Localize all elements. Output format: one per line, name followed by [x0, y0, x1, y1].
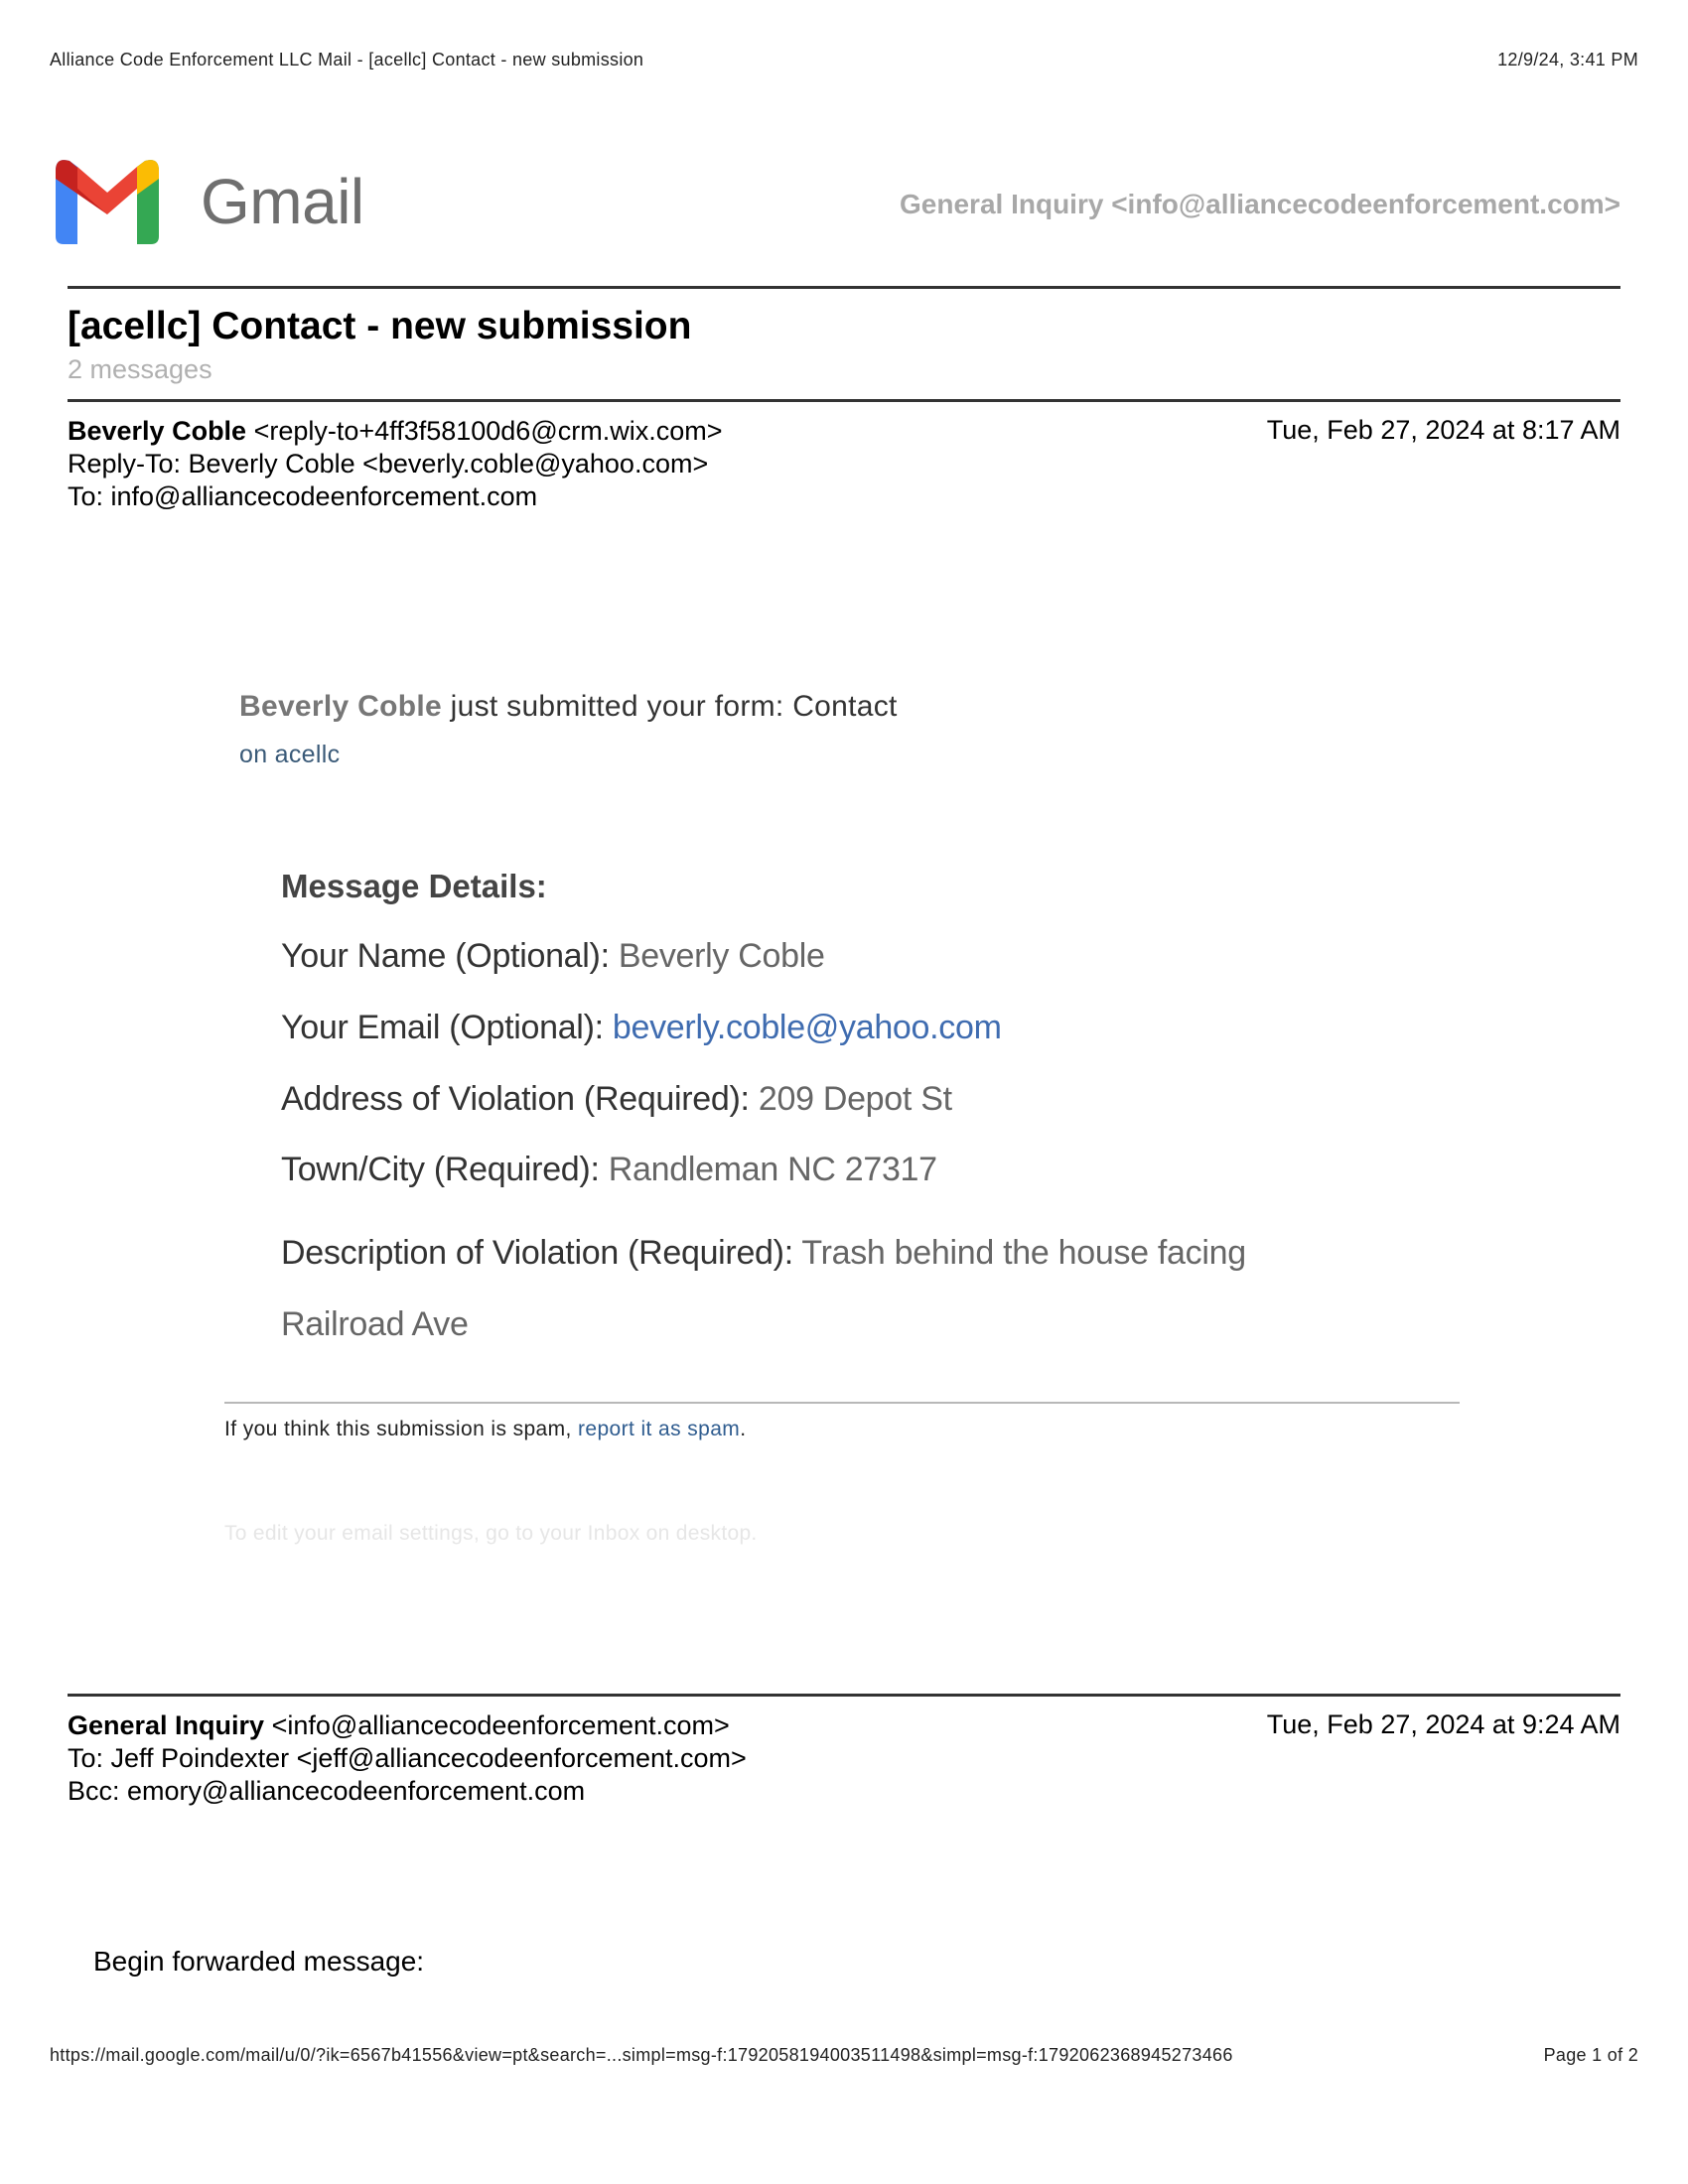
spam-text: If you think this submission is spam, — [224, 1418, 578, 1440]
message-2-bcc: Bcc: emory@alliancecodeenforcement.com — [68, 1776, 586, 1806]
message-2-date: Tue, Feb 27, 2024 at 9:24 AM — [1266, 1709, 1620, 1739]
sender-name: General Inquiry — [68, 1710, 265, 1740]
message-1-header — [68, 415, 723, 513]
forwarded-message-label: Begin forwarded message: — [93, 1946, 425, 1977]
site-name: on acellc — [239, 741, 341, 768]
divider — [68, 1694, 1620, 1697]
message-2-from — [68, 1709, 747, 1742]
gmail-logo-icon — [56, 157, 159, 244]
thread-subject: [acellc] Contact - new submission — [68, 305, 692, 347]
print-footer-url: https://mail.google.com/mail/u/0/?ik=6567b41556&view=pt&search=...simpl=msg-f:1792058194003511498&simpl=msg-f:1792062368945273466 — [50, 2045, 1233, 2065]
submitter-name: Beverly Coble — [239, 690, 442, 723]
print-header-title: Alliance Code Enforcement LLC Mail - [acellc] Contact - new submission — [50, 50, 644, 69]
print-header-timestamp: 12/9/24, 3:41 PM — [1497, 50, 1638, 69]
divider — [68, 399, 1620, 402]
message-1-to: To: info@alliancecodeenforcement.com — [68, 481, 538, 511]
field-value: Beverly Coble — [609, 937, 825, 975]
spam-end: . — [740, 1418, 747, 1440]
field-label: Town/City (Required): — [281, 1151, 600, 1188]
field-address — [281, 1080, 952, 1119]
print-footer-page: Page 1 of 2 — [1543, 2045, 1638, 2065]
message-2-header — [68, 1709, 747, 1808]
field-value: Randleman NC 27317 — [599, 1151, 937, 1188]
message-1-from — [68, 415, 723, 448]
field-city — [281, 1151, 937, 1189]
field-description — [281, 1217, 1353, 1360]
settings-notice: To edit your email settings, go to your Inbox on desktop. — [224, 1522, 758, 1545]
field-label: Your Email (Optional): — [281, 1009, 604, 1046]
sender-address: <reply-to+4ff3f58100d6@crm.wix.com> — [253, 416, 723, 446]
sender-address: <info@alliancecodeenforcement.com> — [271, 1710, 730, 1740]
report-spam-link[interactable]: report it as spam — [578, 1418, 741, 1440]
spam-notice — [224, 1418, 746, 1441]
message-count: 2 messages — [68, 354, 212, 384]
field-name — [281, 937, 825, 976]
submission-text: just submitted your form: Contact — [441, 690, 898, 723]
message-1-reply-to: Reply-To: Beverly Coble <beverly.coble@yahoo.com> — [68, 449, 709, 478]
submission-line — [239, 690, 898, 724]
field-label: Address of Violation (Required): — [281, 1080, 750, 1118]
email-link[interactable]: beverly.coble@yahoo.com — [612, 1009, 1002, 1046]
message-1-date: Tue, Feb 27, 2024 at 8:17 AM — [1266, 415, 1620, 445]
field-value: 209 Depot St — [749, 1080, 952, 1118]
field-label: Description of Violation (Required): — [281, 1234, 793, 1272]
body-divider — [224, 1402, 1460, 1404]
field-label: Your Name (Optional): — [281, 937, 610, 975]
field-value: Trash behind the house facing Railroad Ave — [281, 1234, 1246, 1343]
message-2-to: To: Jeff Poindexter <jeff@alliancecodeenforcement.com> — [68, 1743, 747, 1773]
details-title: Message Details: — [281, 868, 547, 904]
field-email — [281, 1009, 1002, 1047]
divider — [68, 286, 1620, 289]
sender-name: Beverly Coble — [68, 416, 247, 446]
gmail-wordmark: Gmail — [201, 166, 364, 237]
account-address: General Inquiry <info@alliancecodeenforcement.com> — [900, 189, 1620, 219]
